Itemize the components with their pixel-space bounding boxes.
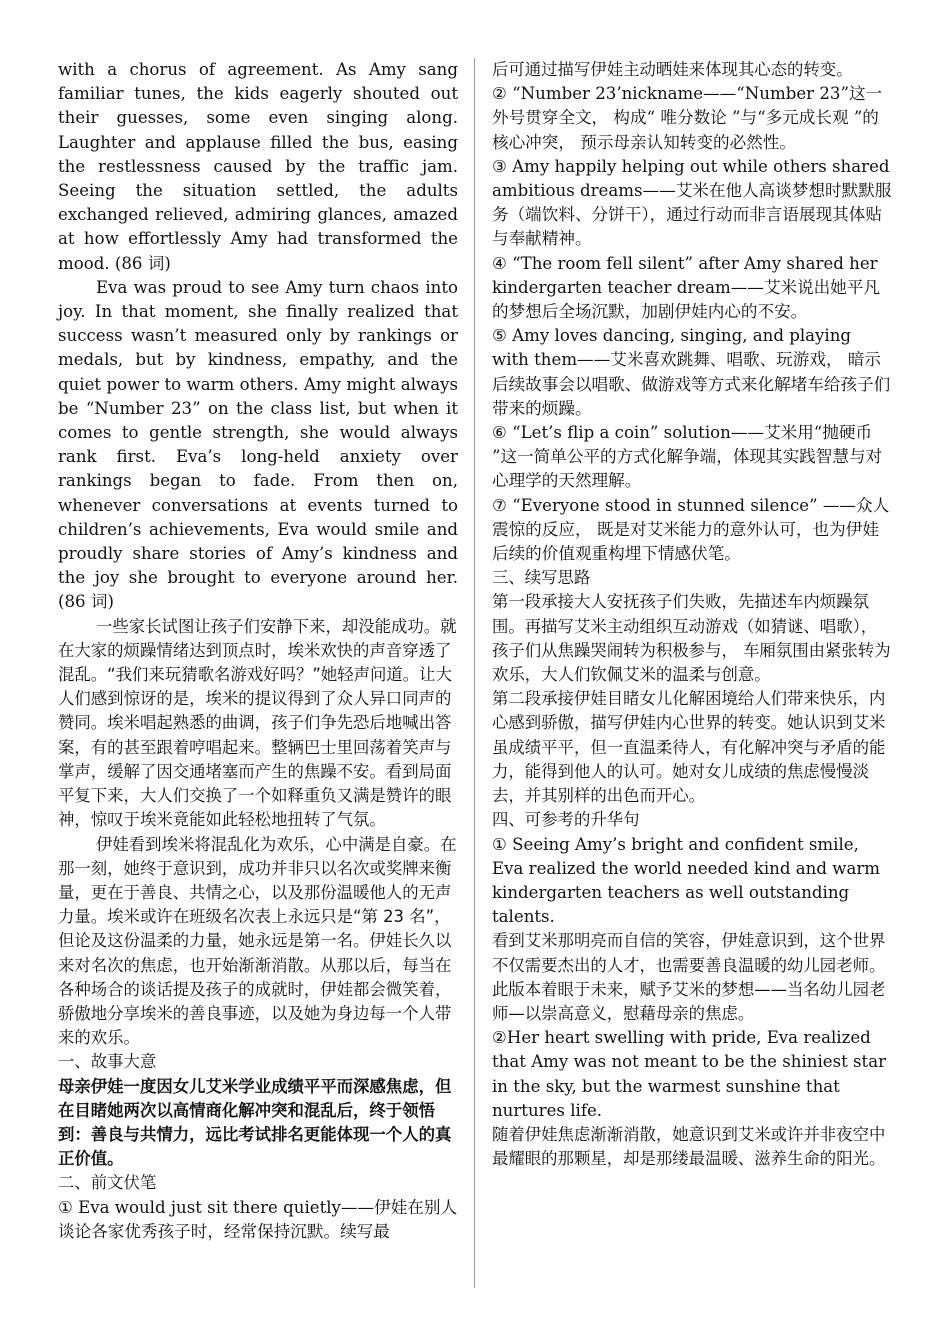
sublimation-1-english: ① Seeing Amy’s bright and confident smile, Eva realized the world needed kind and warm kindergarten teachers as well outstanding talents. [492,834,881,927]
foreshadow-item-2: ② “Number 23’nickname——“Number 23”这一外号贯穿全文， 构成“ 唯分数论 ”与“多元成长观 ”的核心冲突， 预示母亲认知转变的必然性。 [492,84,883,152]
column-divider [474,58,475,1288]
section-heading-summary: 一、故事大意 [58,1052,157,1072]
sublimation-1-chinese: 看到艾米那明亮而自信的笑容，伊娃意识到，这个世界不仅需要杰出的人才，也需要善良温暖的幼儿园老师。 [492,931,886,975]
foreshadow-item-1: ① Eva would just sit there quietly——伊娃在别人谈论各家优秀孩子时，经常保持沉默。续写最 [58,1197,458,1241]
approach-paragraph-1: 第一段承接大人安抚孩子们失败，先描述车内烦躁氛围。再描写艾米主动组织互动游戏（如猜谜、唱歌），孩子们从焦躁哭闹转为积极参与， 车厢氛围由紧张转为欢乐，大人们钦佩艾米的温柔与创意。 [492,592,891,685]
section-heading-approach: 三、续写思路 [492,568,591,588]
english-paragraph-2: Eva was proud to see Amy turn chaos into joy. In that moment, she finally realized that success wasn’t measured only by rankings or medals, but by kindness, empathy, and the quiet power to warm others. Amy might always be “Number 23” on the class list, but when it comes to gentle strength, she would always rank first. Eva’s long-held anxiety over rankings began to fade. From then on, whenever conversations at events turned to children’s achievements, Eva would smile and proudly share stories of Amy’s kindness and the joy she brought to everyone around her. (86 词) [58,277,458,612]
foreshadow-item-7: ⑦ “Everyone stood in stunned silence” ——众人震惊的反应， 既是对艾米能力的意外认可，也为伊娃后续的价值观重构埋下情感伏笔。 [492,495,890,564]
foreshadow-item-5: ⑤ Amy loves dancing, singing, and playing with them——艾米喜欢跳舞、唱歌、玩游戏， 暗示后续故事会以唱歌、做游戏等方式来化解堵车给孩子们带来的烦躁。 [492,326,891,418]
section-heading-foreshadowing: 二、前文伏笔 [58,1173,157,1193]
chinese-translation-2: 伊娃看到埃米将混乱化为欢乐，心中满是自豪。在那一刻，她终于意识到，成功并非只以名次或奖牌来衡量，更在于善良、共情之心，以及那份温暖他人的无声力量。埃米或许在班级名次表上永远只是“第 23 名”，但论及这份温柔的力量，她永远是第一名。伊娃长久以来对名次的焦虑，也开始渐渐消散。从那以后，每当在各种场合的谈话提及孩子的成就时，伊娃都会微笑着，骄傲地分享埃米的善良事迹，以及她为身边每一个人带来的欢乐。 [58,834,457,1048]
right-column [492,58,892,1171]
foreshadow-item-6: ⑥ “Let’s flip a coin” solution——艾米用“抛硬币 ”这一简单公平的方式化解争端，体现其实践智慧与对心理学的天然理解。 [492,423,883,491]
sublimation-2-english: ②Her heart swelling with pride, Eva realized that Amy was not meant to be the shiniest star in the sky, but the warmest sunshine that nurtures life. [492,1028,887,1120]
english-paragraph-1: with a chorus of agreement. As Amy sang familiar tunes, the kids eagerly shouted out their guesses, some even singing along. Laughter and applause filled the bus, easing the restlessness caused by the traffic jam. Seeing the situation settled, the adults exchanged relieved, admiring glances, amazed at how effortlessly Amy had transformed the mood. (86 词) [58,60,458,273]
foreshadow-item-1-continued: 后可通过描写伊娃主动晒娃来体现其心态的转变。 [492,60,853,79]
foreshadow-item-4: ④ “The room fell silent” after Amy shared her kindergarten teacher dream——艾米说出她平凡的梦想后全场沉默，加剧伊娃内心的不安。 [492,253,881,322]
chinese-translation-1: 一些家长试图让孩子们安静下来，却没能成功。就在大家的烦躁情绪达到顶点时，埃米欢快的声音穿透了混乱。“我们来玩猜歌名游戏好吗？”她轻声问道。让大人们感到惊讶的是，埃米的提议得到了众人异口同声的赞同。埃米唱起熟悉的曲调，孩子们争先恐后地喊出答案，有的甚至跟着哼唱起来。整辆巴士里回荡着笑声与掌声，缓解了因交通堵塞而产生的焦躁不安。看到局面平复下来，大人们交换了一个如释重负又满是赞许的眼神，惊叹于埃米竟能如此轻松地扭转了气氛。 [58,616,457,830]
story-summary: 母亲伊娃一度因女儿艾米学业成绩平平而深感焦虑，但在目睹她两次以高情商化解冲突和混乱后，终于领悟到：善良与共情力，远比考试排名更能体现一个人的真正价值。 [58,1076,452,1169]
sublimation-1-note: 此版本着眼于未来，赋予艾米的梦想——当名幼儿园老师—以崇高意义，慰藉母亲的焦虑。 [492,979,886,1023]
left-column [58,58,458,1244]
foreshadow-item-3: ③ Amy happily helping out while others shared ambitious dreams——艾米在他人高谈梦想时默默服务（端饮料、分饼干），通过行动而非言语展现其体贴与奉献精神。 [492,156,892,249]
approach-paragraph-2: 第二段承接伊娃目睹女儿化解困境给人们带来快乐，内心感到骄傲，描写伊娃内心世界的转变。她认识到艾米虽成绩平平，但一直温柔待人，有化解冲突与矛盾的能力，能得到他人的认可。她对女儿成绩的焦虑慢慢淡去，并其别样的出色而开心。 [492,689,886,806]
sublimation-2-chinese: 随着伊娃焦虑渐渐消散，她意识到艾米或许并非夜空中最耀眼的那颗星，却是那缕最温暖、滋养生命的阳光。 [492,1124,886,1169]
section-heading-sublimation: 四、可参考的升华句 [492,810,640,830]
